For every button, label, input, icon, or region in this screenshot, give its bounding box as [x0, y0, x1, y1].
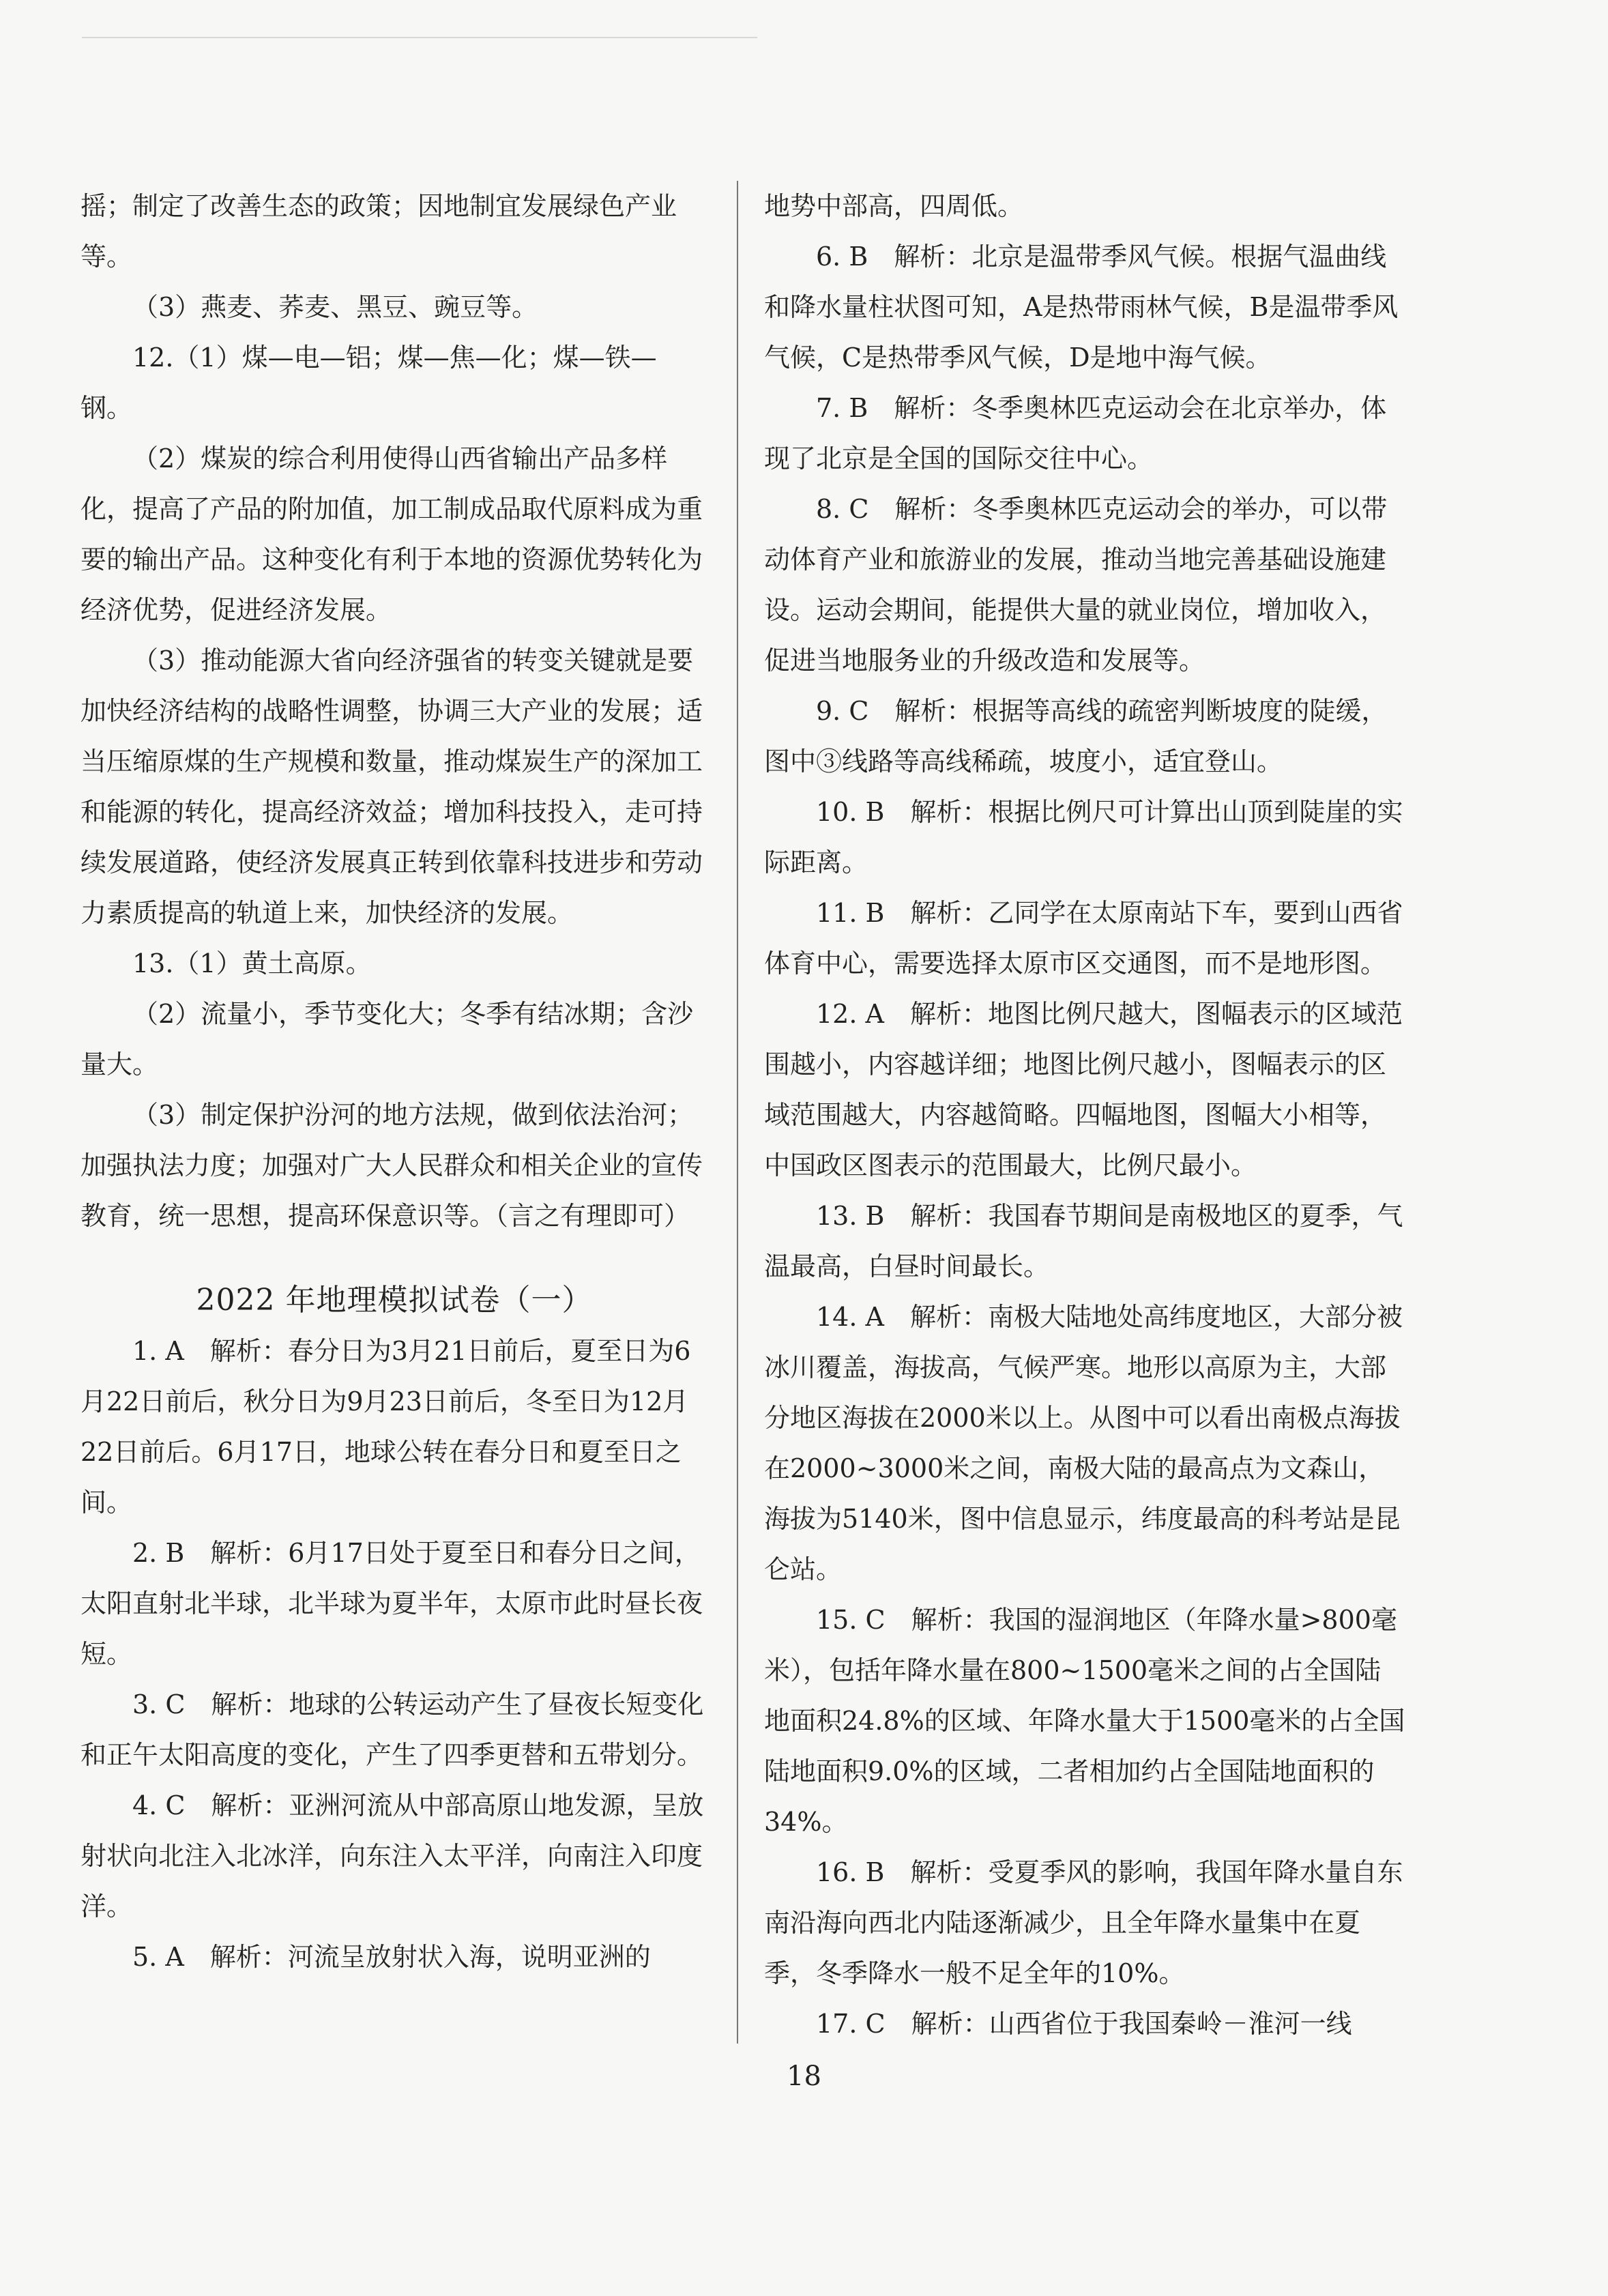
- paragraph: （2）流量小，季节变化大；冬季有结冰期；含沙量大。: [81, 999, 694, 1079]
- column-divider: [737, 181, 738, 2044]
- paragraph: 10. B 解析：根据比例尺可计算出山顶到陡崖的实际距离。: [764, 797, 1403, 877]
- page-number: 18: [787, 2061, 821, 2092]
- paragraph: 9. C 解析：根据等高线的疏密判断坡度的陡缓，图中③线路等高线稀疏，坡度小，适宜登山。: [764, 696, 1388, 776]
- paragraph: 4. C 解析：亚洲河流从中部高原山地发源，呈放射状向北注入北冰洋，向东注入太平洋，向南注入印度洋。: [81, 1790, 704, 1921]
- paragraph: 12. A 解析：地图比例尺越大，图幅表示的区域范围越小，内容越详细；地图比例尺越小，图幅表示的区域范围越大，内容越简略。四幅地图，图幅大小相等，中国政区图表示的范围最大，比例尺最小。: [764, 999, 1403, 1180]
- section-heading: 2022 年地理模拟试卷（一）: [196, 1283, 593, 1318]
- left-column: [81, 181, 708, 1982]
- paragraph: 5. A 解析：河流呈放射状入海，说明亚洲的: [132, 1942, 651, 1972]
- paragraph: （2）煤炭的综合利用使得山西省输出产品多样化，提高了产品的附加值，加工制成品取代原料成为重要的输出产品。这种变化有利于本地的资源优势转化为经济优势，促进经济发展。: [81, 444, 703, 625]
- paragraph: 3. C 解析：地球的公转运动产生了昼夜长短变化和正午太阳高度的变化，产生了四季更替和五带划分。: [81, 1689, 704, 1770]
- paragraph: 地势中部高，四周低。: [764, 191, 1024, 221]
- paragraph: 1. A 解析：春分日为3月21日前后，夏至日为6月22日前后，秋分日为9月23日前后，冬至日为12月22日前后。6月17日，地球公转在春分日和夏至日之间。: [81, 1336, 691, 1517]
- paragraph: 8. C 解析：冬季奥林匹克运动会的举办，可以带动体育产业和旅游业的发展，推动当地完善基础设施建设。运动会期间，能提供大量的就业岗位，增加收入，促进当地服务业的升级改造和发展等。: [764, 494, 1388, 675]
- paragraph: 13. B 解析：我国春节期间是南极地区的夏季，气温最高，白昼时间最长。: [764, 1201, 1403, 1281]
- paragraph: 11. B 解析：乙同学在太原南站下车，要到山西省体育中心，需要选择太原市区交通图，而不是地形图。: [764, 898, 1403, 978]
- top-rule: [82, 37, 757, 38]
- paragraph: 16. B 解析：受夏季风的影响，我国年降水量自东南沿海向西北内陆逐渐减少，且全年降水量集中在夏季，冬季降水一般不足全年的10%。: [764, 1857, 1403, 1988]
- paragraph: （3）制定保护汾河的地方法规，做到依法治河；加强执法力度；加强对广大人民群众和相关企业的宣传教育，统一思想，提高环保意识等。（言之有理即可）: [81, 1100, 703, 1231]
- paragraph: （3）推动能源大省向经济强省的转变关键就是要加快经济结构的战略性调整，协调三大产业的发展；适当压缩原煤的生产规模和数量，推动煤炭生产的深加工和能源的转化，提高经济效益；增加科技投入，走可持续发展道路，使经济发展真正转到依靠科技进步和劳动力素质提高的轨道上来，加快经济的发展。: [81, 645, 703, 928]
- paragraph: 6. B 解析：北京是温带季风气候。根据气温曲线和降水量柱状图可知，A是热带雨林气候，B是温带季风气候，C是热带季风气候，D是地中海气候。: [764, 242, 1399, 373]
- paragraph: 13.（1）黄土高原。: [132, 948, 372, 978]
- paragraph: （3）燕麦、荞麦、黑豆、豌豆等。: [132, 292, 538, 322]
- paragraph: 7. B 解析：冬季奥林匹克运动会在北京举办，体现了北京是全国的国际交往中心。: [764, 393, 1387, 474]
- right-column: [764, 181, 1405, 2049]
- paragraph: 15. C 解析：我国的湿润地区（年降水量>800毫米），包括年降水量在800~1500毫米之间的占全国陆地面积24.8%的区域、年降水量大于1500毫米的占全国陆地面积9.0%的区域，二者相加约占全国陆地面积的34%。: [764, 1605, 1405, 1837]
- paragraph: 17. C 解析：山西省位于我国秦岭－淮河一线: [816, 2009, 1352, 2039]
- paragraph: 12.（1）煤—电—铝；煤—焦—化；煤—铁—钢。: [81, 343, 657, 423]
- paragraph: 摇；制定了改善生态的政策；因地制宜发展绿色产业等。: [81, 191, 677, 272]
- paragraph: 2. B 解析：6月17日处于夏至日和春分日之间，太阳直射北半球，北半球为夏半年，太原市此时昼长夜短。: [81, 1538, 703, 1669]
- paragraph: 14. A 解析：南极大陆地处高纬度地区，大部分被冰川覆盖，海拔高，气候严寒。地形以高原为主，大部分地区海拔在2000米以上。从图中可以看出南极点海拔在2000~3000米之间，南极大陆的最高点为文森山，海拔为5140米，图中信息显示，纬度最高的科考站是昆仑站。: [764, 1302, 1403, 1584]
